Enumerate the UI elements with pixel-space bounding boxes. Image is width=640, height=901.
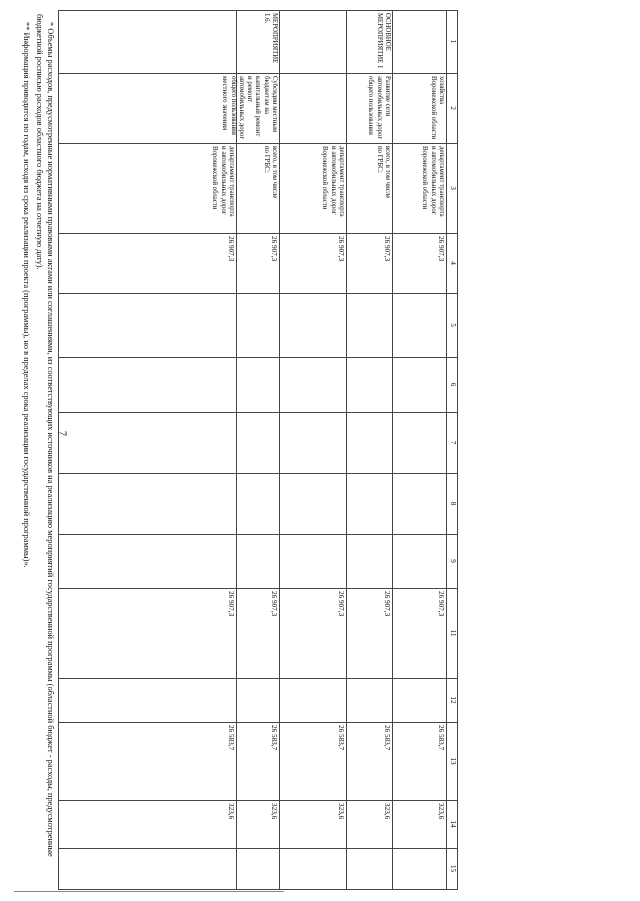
footnotes <box>21 14 56 884</box>
footnote-2: ** Информация приводится по годам, исходя из срока реализации проекта (программы), но в пределах срока реализации государственной программы)». <box>22 22 31 568</box>
header-cell: 12 <box>449 696 457 704</box>
table-cell: Развитие сети автомобильных дорог общего пользования <box>367 76 391 140</box>
table-cell: 26 907,3 <box>337 236 345 262</box>
table-col-line <box>58 800 458 801</box>
table-col-line <box>58 293 458 294</box>
table-cell: 26 907,3 <box>270 591 278 617</box>
table-cell: 26 907,3 <box>383 236 391 262</box>
table-cell: ОСНОВНОЕ МЕРОПРИЯТИЕ 1 <box>375 13 391 69</box>
header-cell: 14 <box>449 820 457 828</box>
table-cell: 26 907,3 <box>227 591 235 617</box>
table-header-line <box>446 10 447 890</box>
table-cell: 26 907,3 <box>437 591 445 617</box>
table-cell: хозяйства Воронежской области <box>429 76 445 140</box>
table-cell: 323,6 <box>337 803 345 820</box>
table-cell: департамент транспорта и автомобильных дорог Воронежской области <box>211 146 235 217</box>
table-col-line <box>58 143 458 144</box>
table-col-line <box>58 588 458 589</box>
table-cell: 323,6 <box>383 803 391 820</box>
table-cell: 26 907,3 <box>337 591 345 617</box>
table-cell: 26 583,7 <box>383 725 391 751</box>
table-cell: департамент транспорта и автомобильных дорог Воронежской области <box>421 146 445 217</box>
header-cell: 7 <box>449 440 457 445</box>
table-col-line <box>58 412 458 413</box>
rotated-page-content <box>0 10 458 890</box>
header-cell: 1 <box>449 39 457 44</box>
table-cell: 26 583,7 <box>437 725 445 751</box>
table-border <box>58 10 458 11</box>
table-col-line <box>58 233 458 234</box>
footnote-1: * Объемы расходов, предусмотренные нормативными правовыми актами или соглашениями, из соответствующих источников на реализацию мероприятий государственной программы (областной бюджет - расходы, предусмотренные бюджетной росписью расходов областного бюджета на отчетную дату). <box>35 14 55 857</box>
header-cell: 9 <box>449 559 457 563</box>
table-cell: 26 583,7 <box>227 725 235 751</box>
table-col-line <box>58 722 458 723</box>
table-cell: департамент транспорта и автомобильных дорог Воронежской области <box>321 146 345 217</box>
table-cell: 323,6 <box>437 803 445 820</box>
table-border <box>457 10 458 890</box>
table-cell: МЕРОПРИЯТИЕ 1.6. <box>262 13 278 64</box>
page-number: 7 <box>56 431 68 436</box>
header-cell: 13 <box>449 757 457 765</box>
header-cell: 5 <box>449 323 457 327</box>
table-cell: 26 907,3 <box>437 236 445 262</box>
data-table <box>58 10 458 890</box>
table-col-line <box>58 73 458 74</box>
table-cell: 26 907,3 <box>383 591 391 617</box>
header-cell: 2 <box>449 106 457 110</box>
table-row-line <box>346 10 347 890</box>
table-row-line <box>236 10 237 890</box>
table-cell: всего, в том числе по ГРБС: <box>375 146 391 199</box>
header-cell: 8 <box>449 501 457 506</box>
header-cell: 3 <box>449 186 457 190</box>
page-edge-line <box>14 891 284 892</box>
table-row-line <box>392 10 393 890</box>
table-cell: 26 907,3 <box>270 236 278 262</box>
table-cell: 26 907,3 <box>227 236 235 262</box>
header-cell: 6 <box>449 382 457 387</box>
table-border <box>58 889 458 890</box>
table-cell: 323,6 <box>227 803 235 820</box>
table-cell: 26 583,7 <box>337 725 345 751</box>
table-col-line <box>58 473 458 474</box>
table-col-line <box>58 534 458 535</box>
header-cell: 11 <box>449 629 457 637</box>
table-border <box>58 10 59 890</box>
table-cell: Субсидии местным бюджетам на капитальный ремонт и ремонт автомобильных дорог общего пользования местного значения <box>221 76 278 140</box>
table-cell: 323,6 <box>270 803 278 820</box>
table-cell: всего, в том числе по ГРБС: <box>262 146 278 199</box>
table-row-line <box>279 10 280 890</box>
header-cell: 15 <box>449 864 457 873</box>
table-col-line <box>58 357 458 358</box>
table-cell: 26 583,7 <box>270 725 278 751</box>
table-col-line <box>58 678 458 679</box>
header-cell: 4 <box>449 261 457 265</box>
table-col-line <box>58 848 458 849</box>
